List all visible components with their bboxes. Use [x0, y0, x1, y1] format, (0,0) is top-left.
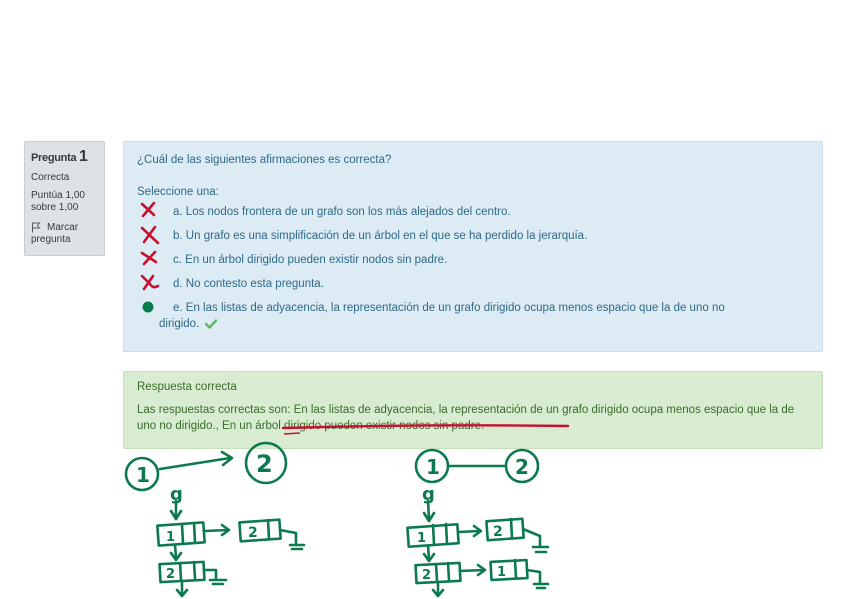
- question-label: Pregunta: [31, 152, 77, 164]
- list-node-label: 2: [493, 524, 503, 540]
- directed-edge: [160, 458, 230, 469]
- list-divider: [268, 520, 269, 539]
- question-number: [31, 148, 98, 166]
- list-arrow: [205, 530, 228, 531]
- list-divider: [180, 562, 195, 580]
- option-text: En las listas de adyacencia, la representación de un grafo dirigido ocupa menos espacio que la de uno no: [185, 302, 725, 314]
- cross-icon: [139, 225, 161, 245]
- question-text: ¿Cuál de las siguientes afirmaciones es correcta?: [137, 154, 392, 166]
- list-node-box: [486, 519, 523, 540]
- pointer-arrow: [428, 501, 429, 519]
- list-arrow: [460, 570, 484, 571]
- null-pointer: [523, 529, 548, 552]
- answer-option-a[interactable]: [137, 204, 809, 220]
- option-letter: e.: [173, 302, 183, 314]
- question-state: Correcta: [31, 172, 70, 183]
- down-arrow: [177, 582, 187, 596]
- list-node-box: [160, 562, 205, 582]
- option-text: Los nodos frontera de un grafo son los más alejados del centro.: [185, 206, 511, 218]
- null-pointer: [527, 570, 548, 588]
- pointer-arrow: [428, 546, 429, 559]
- graph-node: [506, 450, 538, 482]
- list-node-label: 1: [497, 565, 507, 580]
- option-text-continued: [159, 316, 809, 332]
- option-letter: c.: [173, 254, 182, 266]
- flag-label: Marcar: [47, 222, 79, 233]
- flag-icon: [31, 222, 41, 233]
- graph-node: [416, 450, 448, 482]
- list-node-box: [157, 522, 204, 545]
- cross-icon: [139, 273, 161, 293]
- flag-label: pregunta: [31, 234, 71, 245]
- list-arrow: [204, 570, 226, 584]
- answer-option-e[interactable]: [137, 300, 809, 332]
- answer-option-d[interactable]: [137, 276, 809, 292]
- selected-dot-icon: [139, 297, 161, 317]
- arrow-head: [474, 526, 481, 536]
- pointer-label: g: [170, 484, 183, 505]
- option-letter: d.: [173, 278, 183, 290]
- option-text: En un árbol dirigido pueden existir nodos sin padre.: [185, 254, 448, 266]
- list-divider: [515, 560, 516, 578]
- flag-question-button[interactable]: [31, 222, 98, 246]
- question-content: [123, 141, 823, 352]
- arrow-head: [222, 452, 232, 465]
- list-arrow: [458, 531, 480, 532]
- down-arrow: [433, 583, 443, 596]
- list-node-box: [239, 520, 280, 542]
- list-divider: [182, 523, 195, 543]
- cross-icon: [139, 249, 161, 267]
- graph-node: [126, 458, 158, 490]
- list-divider: [433, 524, 447, 544]
- answer-prompt: Seleccione una:: [137, 186, 219, 198]
- graph-node: [246, 443, 286, 483]
- list-node-label: 2: [422, 568, 432, 583]
- feedback-text-part: que la de uno no dirigido.,: [137, 404, 795, 432]
- list-node-box: [416, 563, 461, 583]
- list-node-label: 2: [248, 525, 258, 541]
- arrow-head: [424, 513, 434, 521]
- answer-option-b[interactable]: [137, 228, 809, 244]
- check-icon: [205, 319, 217, 329]
- node-label: 1: [136, 463, 150, 487]
- feedback-text-part: Las respuestas correctas son: En las listas de adyacencia, la representación de un grafo dirigido ocupa menos espacio: [137, 404, 744, 416]
- null-pointer: [280, 530, 304, 549]
- grade-line: Puntúa 1,00: [31, 190, 85, 201]
- option-text: No contesto esta pregunta.: [185, 278, 324, 290]
- question-info: [24, 141, 105, 256]
- arrow-head: [424, 554, 434, 561]
- node-label: 2: [256, 450, 273, 478]
- list-node-box: [491, 560, 528, 580]
- arrow-head: [171, 511, 181, 519]
- option-text: dirigido.: [159, 318, 200, 330]
- answer-option-c[interactable]: [137, 252, 809, 268]
- option-letter: b.: [173, 230, 183, 242]
- correct-answer-feedback: [123, 371, 823, 449]
- question-number-value: 1: [79, 148, 88, 165]
- arrow-head: [478, 565, 485, 575]
- list-node-box: [407, 524, 458, 546]
- list-divider: [436, 563, 449, 581]
- grade-line: sobre 1,00: [31, 202, 79, 213]
- pointer-arrow: [175, 545, 176, 558]
- arrow-head: [222, 525, 229, 535]
- pointer-label: g: [422, 484, 435, 505]
- node-label: 1: [426, 455, 440, 479]
- struck-answer-text: En un árbol dirigido pueden existir nodos sin padre.: [222, 420, 485, 432]
- list-node-label: 1: [166, 530, 176, 545]
- feedback-text: [137, 402, 809, 434]
- list-divider: [511, 519, 512, 538]
- list-node-label: 2: [166, 567, 176, 582]
- cross-icon: [139, 201, 161, 219]
- feedback-title: Respuesta correcta: [137, 381, 237, 393]
- node-label: 2: [515, 455, 529, 479]
- question-grade: [31, 190, 98, 214]
- option-text: Un grafo es una simplificación de un árbol en el que se ha perdido la jerarquía.: [185, 230, 588, 242]
- list-node-label: 1: [417, 531, 427, 546]
- option-letter: a.: [173, 206, 183, 218]
- arrow-head: [171, 553, 181, 560]
